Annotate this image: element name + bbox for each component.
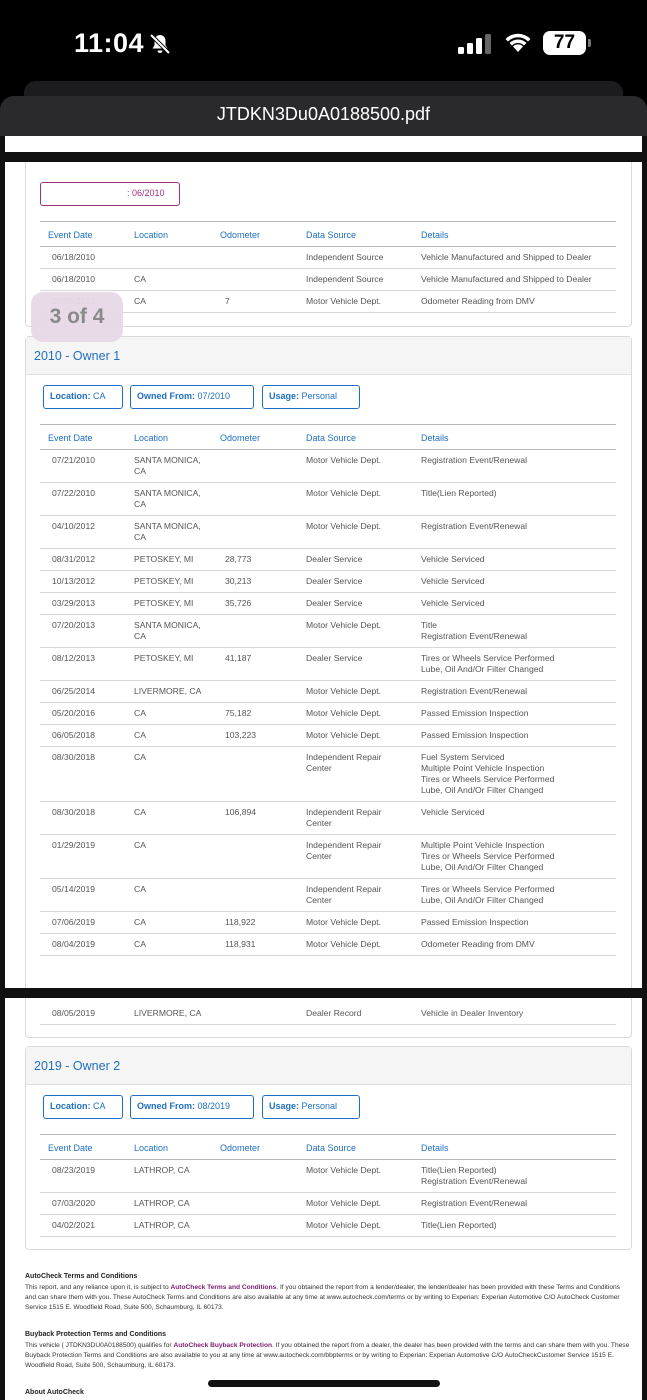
cell-location: PETOSKEY, MI xyxy=(134,554,194,564)
row-divider xyxy=(40,592,616,593)
row-divider xyxy=(40,955,616,956)
buyback-terms-text: This vehicle ( JTDKN3DU0A0188500) qualifies for AutoCheck Buyback Protection. If you obtained the report from a dealer, the dealer has been provided with the terms and can share them with you. These Buyback Protection Terms and Conditions are also available to you at any time at www.autocheck.com/bbpterms or by writing to Experian: Experian Automotive C/O AutoCheckCustomer Service 1515 E. Woodfield Road, Suite 500, Schaumburg, IL 60173. xyxy=(25,1342,630,1369)
cell-details: Passed Emission Inspection xyxy=(421,730,529,740)
cell-data-source: Motor Vehicle Dept. xyxy=(306,488,381,498)
cell-location: SANTA MONICA, CA xyxy=(134,620,201,641)
buyback-terms-heading: Buyback Protection Terms and Conditions xyxy=(25,1331,167,1338)
row-divider xyxy=(40,702,616,703)
cell-details: Title Registration Event/Renewal xyxy=(421,620,528,641)
cell-data-source: Motor Vehicle Dept. xyxy=(306,455,381,465)
owner-2-header xyxy=(26,1047,631,1085)
row-divider xyxy=(40,482,616,483)
col-odometer: Odometer xyxy=(220,230,261,240)
row-divider xyxy=(40,1024,616,1025)
cell-event-date: 08/05/2019 xyxy=(52,1008,96,1018)
row-divider xyxy=(40,647,616,648)
status-bar xyxy=(0,0,647,90)
cell-details: Vehicle Serviced xyxy=(421,576,485,586)
row-divider xyxy=(40,680,616,681)
row-divider xyxy=(40,290,616,291)
pdf-page-3 xyxy=(5,162,642,988)
col-data-source: Data Source xyxy=(306,230,357,240)
cell-location: CA xyxy=(134,730,146,740)
cell-location: LATHROP, CA xyxy=(134,1198,190,1208)
cell-event-date: 03/29/2013 xyxy=(52,598,96,608)
cell-odometer: 118,922 xyxy=(225,917,256,927)
row-divider xyxy=(40,911,616,912)
owner-1-header xyxy=(26,337,631,375)
cell-details: Registration Event/Renewal xyxy=(421,521,528,531)
cell-details: Title(Lien Reported) xyxy=(421,1220,497,1230)
cell-event-date: 04/02/2021 xyxy=(52,1220,96,1230)
cell-location: SANTA MONICA, CA xyxy=(134,521,201,542)
cell-location: LATHROP, CA xyxy=(134,1220,190,1230)
cell-data-source: Dealer Service xyxy=(306,554,363,564)
cell-event-date: 07/06/2019 xyxy=(52,917,96,927)
cell-event-date: 07/21/2010 xyxy=(52,455,96,465)
col-data-source: Data Source xyxy=(306,433,357,443)
cell-location: PETOSKEY, MI xyxy=(134,576,194,586)
cell-data-source: Motor Vehicle Dept. xyxy=(306,296,381,306)
cell-location: CA xyxy=(134,807,146,817)
cell-data-source: Motor Vehicle Dept. xyxy=(306,939,381,949)
page-indicator: 3 of 4 xyxy=(31,292,123,342)
cell-event-date: 01/29/2019 xyxy=(52,840,96,850)
about-autocheck xyxy=(25,1388,630,1399)
cell-location: PETOSKEY, MI xyxy=(134,598,194,608)
cell-data-source: Dealer Record xyxy=(306,1008,362,1018)
cell-details: Odometer Reading from DMV xyxy=(421,939,535,949)
cell-details: Tires or Wheels Service Performed Lube, Oil And/Or Filter Changed xyxy=(421,884,555,905)
row-divider xyxy=(40,834,616,835)
col-odometer: Odometer xyxy=(220,433,261,443)
cell-details: Passed Emission Inspection xyxy=(421,708,529,718)
cell-data-source: Independent Repair Center xyxy=(306,807,382,828)
cell-details: Vehicle Manufactured and Shipped to Dealer xyxy=(421,252,592,262)
cell-details: Odometer Reading from DMV xyxy=(421,296,535,306)
cell-location: CA xyxy=(134,274,146,284)
col-location: Location xyxy=(134,433,169,443)
col-details: Details xyxy=(421,230,449,240)
document-header xyxy=(0,96,647,136)
cell-details: Vehicle Manufactured and Shipped to Dealer xyxy=(421,274,592,284)
cell-details: Registration Event/Renewal xyxy=(421,455,528,465)
autocheck-terms-text: This report, and any reliance upon it, is subject to AutoCheck Terms and Conditions. If you obtained the report from a lender/dealer, the lender/dealer has been provided with these Terms and Conditions and can share them with you. These AutoCheck Terms and Conditions are also available at any time at www.autocheck.com/terms or by writing to Experian: Experian Automotive C/O AutoCheck Customer Service 1515 E. Woodfield Road, Suite 500, Schaumburg, IL 60173. xyxy=(25,1284,620,1311)
row-divider xyxy=(40,614,616,615)
cell-data-source: Motor Vehicle Dept. xyxy=(306,686,381,696)
cell-location: CA xyxy=(134,917,146,927)
cell-data-source: Motor Vehicle Dept. xyxy=(306,1220,381,1230)
buyback-protection-link[interactable]: AutoCheck Buyback Protection xyxy=(173,1342,272,1349)
col-odometer: Odometer xyxy=(220,1143,261,1153)
row-divider xyxy=(40,724,616,725)
cell-details: Vehicle Serviced xyxy=(421,807,485,817)
autocheck-terms xyxy=(25,1272,630,1313)
cell-event-date: 10/13/2012 xyxy=(52,576,96,586)
pdf-page-4 xyxy=(5,998,642,1400)
cell-location: CA xyxy=(134,708,146,718)
cell-location: SANTA MONICA, CA xyxy=(134,455,201,476)
cell-details: Vehicle Serviced xyxy=(421,598,485,608)
usage-tag: Usage: Personal xyxy=(262,385,360,409)
row-divider xyxy=(40,1214,616,1215)
owner-1-section-continued xyxy=(25,998,632,1038)
cell-details: Registration Event/Renewal xyxy=(421,686,528,696)
cell-data-source: Motor Vehicle Dept. xyxy=(306,1165,381,1175)
cell-event-date: 06/18/2010 xyxy=(52,252,96,262)
cell-location: LIVERMORE, CA xyxy=(134,1008,202,1018)
owner-1-section xyxy=(25,336,632,988)
cell-details: Tires or Wheels Service Performed Lube, Oil And/Or Filter Changed xyxy=(421,653,555,674)
cellular-signal-icon xyxy=(458,34,492,54)
cell-event-date: 08/30/2018 xyxy=(52,807,96,817)
cell-details: Title(Lien Reported) Registration Event/Renewal xyxy=(421,1165,528,1186)
col-details: Details xyxy=(421,1143,449,1153)
cell-odometer: 75,182 xyxy=(225,708,252,718)
cell-event-date: 05/20/2016 xyxy=(52,708,96,718)
cell-event-date: 07/22/2010 xyxy=(52,488,96,498)
location-tag: Location: CA xyxy=(43,1095,123,1119)
cell-event-date: 08/23/2019 xyxy=(52,1165,96,1175)
row-divider xyxy=(40,1236,616,1237)
cell-details: Vehicle in Dealer Inventory xyxy=(421,1008,524,1018)
cell-data-source: Motor Vehicle Dept. xyxy=(306,521,381,531)
pdf-page-2-bottom xyxy=(5,136,642,152)
row-divider xyxy=(40,515,616,516)
cell-odometer: 7 xyxy=(225,296,230,306)
col-event-date: Event Date xyxy=(48,433,93,443)
cell-location: CA xyxy=(134,884,146,894)
cell-details: Registration Event/Renewal xyxy=(421,1198,528,1208)
cell-data-source: Independent Source xyxy=(306,252,384,262)
autocheck-terms-link[interactable]: AutoCheck Terms and Conditions xyxy=(170,1284,277,1291)
home-indicator[interactable] xyxy=(208,1380,440,1387)
col-event-date: Event Date xyxy=(48,1143,93,1153)
owner-2-title: 2019 - Owner 2 xyxy=(34,1059,121,1073)
cell-odometer: 30,213 xyxy=(225,576,252,586)
owned-from-tag: Owned From: 07/2010 xyxy=(130,385,254,409)
cell-odometer: 118,931 xyxy=(225,939,256,949)
document-title: JTDKN3Du0A0188500.pdf xyxy=(216,104,431,124)
row-divider xyxy=(40,268,616,269)
cell-data-source: Independent Source xyxy=(306,274,384,284)
cell-event-date: 05/14/2019 xyxy=(52,884,96,894)
location-tag: Location: CA xyxy=(43,385,123,409)
col-location: Location xyxy=(134,230,169,240)
cell-event-date: 04/10/2012 xyxy=(52,521,96,531)
buyback-terms xyxy=(25,1330,630,1371)
row-divider xyxy=(40,746,616,747)
cell-odometer: 103,223 xyxy=(225,730,257,740)
battery-level: 77 xyxy=(543,31,586,55)
row-divider xyxy=(40,933,616,934)
cell-event-date: 06/05/2018 xyxy=(52,730,96,740)
cell-location: CA xyxy=(134,939,146,949)
owner-2-section xyxy=(25,1046,632,1250)
cell-odometer: 106,894 xyxy=(225,807,257,817)
status-time: 11:04 xyxy=(74,28,145,58)
cell-data-source: Dealer Service xyxy=(306,598,363,608)
row-divider xyxy=(40,1192,616,1193)
cell-data-source: Dealer Service xyxy=(306,653,363,663)
col-location: Location xyxy=(134,1143,169,1153)
cell-data-source: Motor Vehicle Dept. xyxy=(306,730,381,740)
cell-data-source: Independent Repair Center xyxy=(306,840,382,861)
usage-tag: Usage: Personal xyxy=(262,1095,360,1119)
row-divider xyxy=(40,548,616,549)
autocheck-terms-heading: AutoCheck Terms and Conditions xyxy=(25,1273,138,1280)
cell-event-date: 06/25/2014 xyxy=(52,686,96,696)
cell-location: CA xyxy=(134,840,146,850)
row-divider xyxy=(40,312,616,313)
cell-location: SANTA MONICA, CA xyxy=(134,488,201,509)
cell-data-source: Motor Vehicle Dept. xyxy=(306,620,381,630)
cell-location: PETOSKEY, MI xyxy=(134,653,194,663)
row-divider xyxy=(40,801,616,802)
cell-details: Fuel System Serviced Multiple Point Vehicle Inspection Tires or Wheels Service Performed Lube, Oil And/Or Filter Changed xyxy=(421,752,555,795)
cell-event-date: 08/12/2013 xyxy=(52,653,96,663)
cell-location: CA xyxy=(134,752,146,762)
cell-location: LIVERMORE, CA xyxy=(134,686,202,696)
bell-slash-icon xyxy=(148,32,172,56)
cell-data-source: Independent Repair Center xyxy=(306,884,382,905)
cell-details: Multiple Point Vehicle Inspection Tires or Wheels Service Performed Lube, Oil And/Or Filter Changed xyxy=(421,840,555,872)
cell-location: LATHROP, CA xyxy=(134,1165,190,1175)
cell-event-date: 06/18/2010 xyxy=(52,274,96,284)
cell-data-source: Motor Vehicle Dept. xyxy=(306,917,381,927)
cell-data-source: Dealer Service xyxy=(306,576,363,586)
owned-from-tag: : 06/2010 xyxy=(40,182,180,206)
battery-icon xyxy=(543,31,591,55)
cell-data-source: Motor Vehicle Dept. xyxy=(306,708,381,718)
cell-event-date: 07/20/2013 xyxy=(52,620,96,630)
row-divider xyxy=(40,570,616,571)
pdf-viewer[interactable] xyxy=(0,136,647,1400)
col-event-date: Event Date xyxy=(48,230,93,240)
owner-1-title: 2010 - Owner 1 xyxy=(34,349,121,363)
wifi-icon xyxy=(503,30,533,54)
about-autocheck-heading: About AutoCheck xyxy=(25,1389,84,1396)
cell-event-date: 08/30/2018 xyxy=(52,752,96,762)
col-details: Details xyxy=(421,433,449,443)
cell-data-source: Independent Repair Center xyxy=(306,752,382,773)
owned-from-tag: Owned From: 08/2019 xyxy=(130,1095,254,1119)
cell-odometer: 35,726 xyxy=(225,598,252,608)
cell-location: CA xyxy=(134,296,146,306)
cell-odometer: 41,187 xyxy=(225,653,252,663)
cell-details: Vehicle Serviced xyxy=(421,554,485,564)
cell-data-source: Motor Vehicle Dept. xyxy=(306,1198,381,1208)
cell-details: Passed Emission Inspection xyxy=(421,917,529,927)
cell-event-date: 07/03/2020 xyxy=(52,1198,96,1208)
cell-odometer: 28,773 xyxy=(225,554,252,564)
col-data-source: Data Source xyxy=(306,1143,357,1153)
cell-event-date: 08/04/2019 xyxy=(52,939,96,949)
row-divider xyxy=(40,878,616,879)
cell-event-date: 08/31/2012 xyxy=(52,554,96,564)
cell-details: Title(Lien Reported) xyxy=(421,488,497,498)
